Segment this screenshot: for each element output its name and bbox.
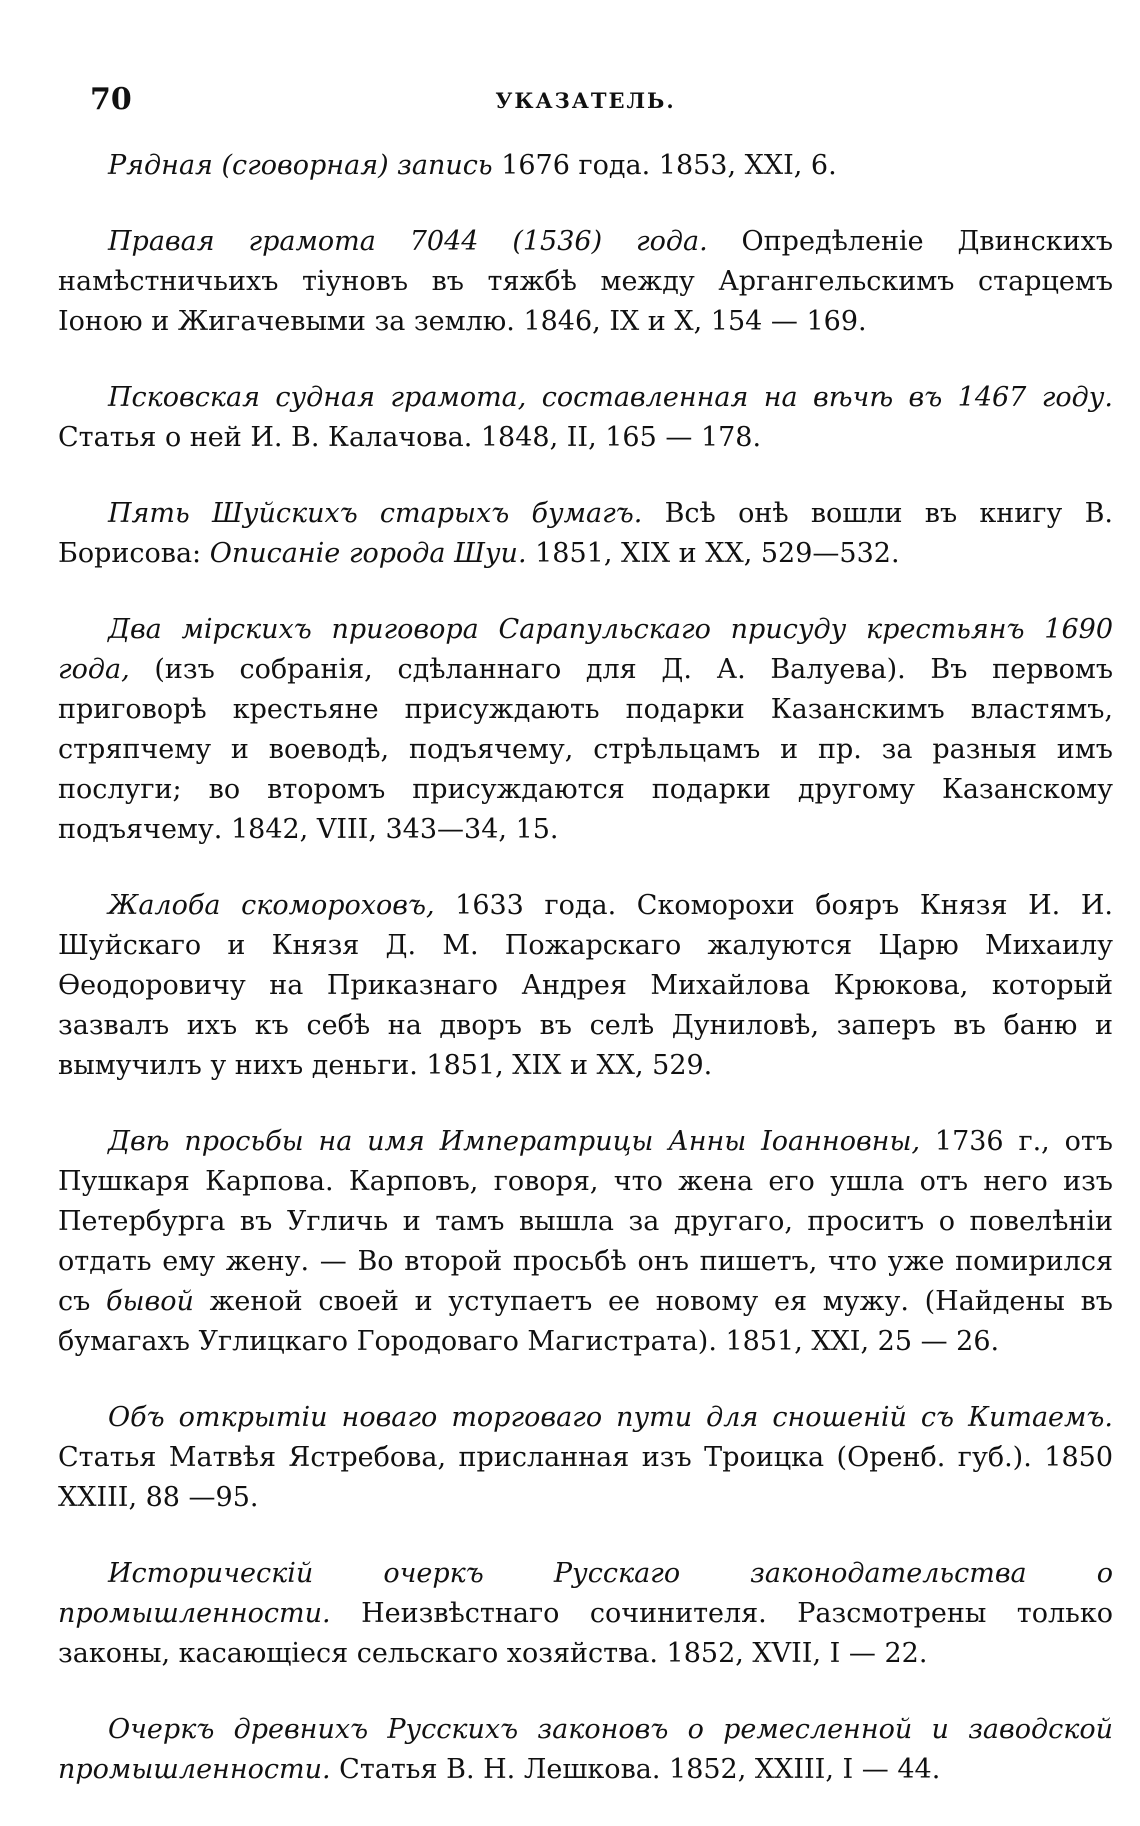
entry-body: Статья Матвѣя Ястребова, присланная изъ Троицка (Оренб. губ.). 1850 XXIII, 88 —95. [58, 1442, 1113, 1513]
entry-title: Рядная (сговорная) запись [108, 150, 493, 181]
index-entry [58, 886, 1113, 1086]
entry-title: Правая грамота 7044 (1536) года. [108, 226, 708, 257]
entry-title: Объ открытіи новаго торговаго пути для сношеній съ Китаемъ. [108, 1402, 1113, 1433]
document-page [58, 82, 1113, 1826]
index-entry [58, 378, 1113, 458]
entry-body: 1851, XIX и XX, 529—532. [526, 538, 900, 569]
entry-body: Всѣ онѣ вошли въ книгу В. Борисова: [58, 498, 1113, 569]
index-entry [58, 610, 1113, 850]
entry-title: Очеркъ древнихъ Русскихъ законовъ о ремесленной и заводской промышленности. [58, 1714, 1113, 1785]
entry-title: Жалоба скомороховъ, [108, 890, 435, 921]
entry-title: Два мірскихъ приговора Сарапульскаго присуду крестьянъ 1690 года, [58, 614, 1113, 685]
entry-body: (изъ собранія, сдѣланнаго для Д. А. Валуева). Въ первомъ приговорѣ крестьяне присуждають подарки Казанскимъ властямъ, стряпчему и воеводѣ, подъячему, стрѣльцамъ и пр. за разныя имъ послуги; во второмъ присуждаются подарки другому Казанскому подъячему. 1842, VIII, 343—34, 15. [58, 654, 1113, 845]
entry-italic-word: бывой [106, 1286, 194, 1317]
entry-body: Статья В. Н. Лешкова. 1852, XXIII, I — 44. [330, 1754, 941, 1785]
entry-cited-work: Описаніе города Шуи. [209, 538, 527, 569]
entry-body: 1676 года. 1853, XXI, 6. [492, 150, 837, 181]
index-entry [58, 146, 1113, 186]
entry-body: Неизвѣстнаго сочинителя. Разсмотрены только законы, касающіеся сельскаго хозяйства. 1852, XVII, I — 22. [58, 1598, 1113, 1669]
entry-body: Опредѣленіе Двинскихъ намѣстничьихъ тіуновъ въ тяжбѣ между Аргангельскимъ старцемъ Іоною и Жигачевыми за землю. 1846, IX и X, 154 — 169. [58, 226, 1113, 337]
index-entry [58, 1398, 1113, 1518]
entry-body: Статья о ней И. В. Калачова. 1848, II, 165 — 178. [58, 422, 762, 453]
entry-body: 1633 года. Скоморохи бояръ Князя И. И. Шуйскаго и Князя Д. М. Пожарскаго жалуются Царю Михаилу Ѳеодоровичу на Приказнаго Андрея Михайлова Крюкова, который зазвалъ ихъ къ себѣ на дворъ въ селѣ Дуниловѣ, заперъ въ баню и вымучилъ у нихъ деньги. 1851, XIX и XX, 529. [58, 890, 1113, 1081]
entry-title: Двѣ просьбы на имя Императрицы Анны Іоанновны, [108, 1126, 921, 1157]
entry-body: 1736 г., отъ Пушкаря Карпова. Карповъ, говоря, что жена его ушла отъ него изъ Петербурга въ Угличь и тамъ вышла за другаго, проситъ о повелѣніи отдать ему жену. — Во второй просьбѣ онъ пишетъ, что уже помирился съ [58, 1126, 1113, 1317]
index-entry [58, 1710, 1113, 1790]
page-header [58, 82, 1113, 122]
index-entry [58, 222, 1113, 342]
running-head: УКАЗАТЕЛЬ. [495, 88, 676, 113]
index-entry [58, 1554, 1113, 1674]
index-entry [58, 494, 1113, 574]
entry-body: женой своей и уступаетъ ее новому ея мужу. (Найдены въ бумагахъ Углицкаго Городоваго Магистрата). 1851, XXI, 25 — 26. [58, 1286, 1113, 1357]
entry-title: Пять Шуйскихъ старыхъ бумагъ. [108, 498, 643, 529]
page-number: 70 [90, 82, 132, 117]
entry-title: Псковская судная грамота, составленная на вѣчѣ въ 1467 году. [108, 382, 1113, 413]
index-entry [58, 1122, 1113, 1362]
entry-title: Историческій очеркъ Русскаго законодательства о промышленности. [58, 1558, 1113, 1629]
